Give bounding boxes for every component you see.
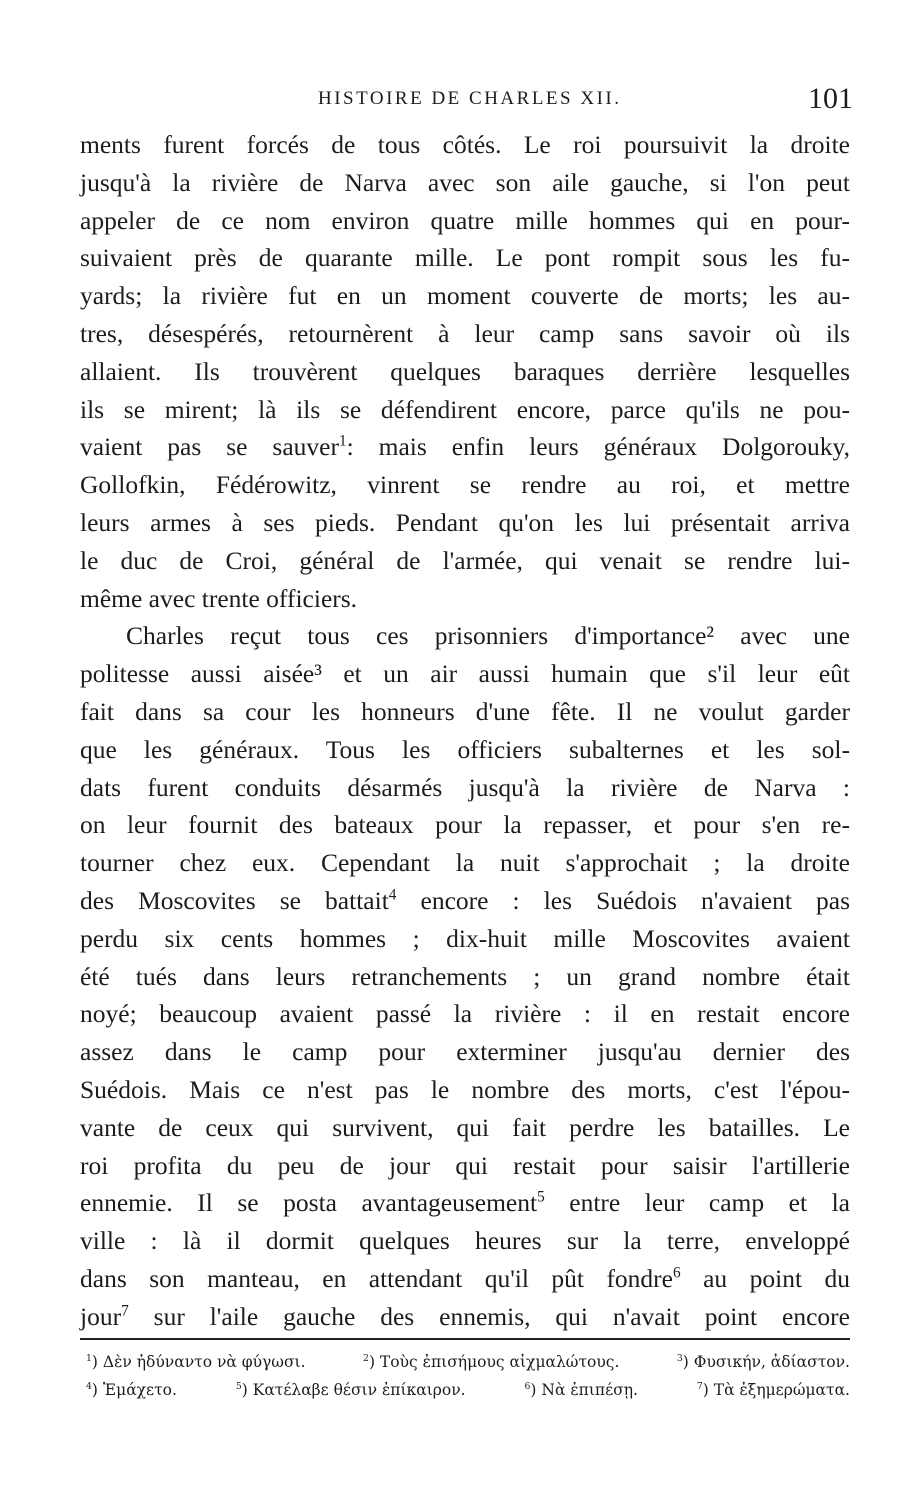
- text-line: Charles reçut tous ces prisonniers d'importance² avec une: [126, 621, 850, 651]
- text-segment: jour: [80, 1301, 122, 1331]
- text-line: ils se mirent; là ils se défendirent encore, parce qu'ils ne pou-: [80, 394, 850, 424]
- running-head-title: HISTOIRE DE CHARLES XII.: [318, 88, 622, 109]
- footnote-5: [236, 1376, 466, 1404]
- footnote-text: Τοὺς ἐπισήμους αἰχμαλώτους.: [379, 1353, 620, 1371]
- footnote-number: 5: [235, 1380, 242, 1392]
- text-line: dats furent conduits désarmés jusqu'à la rivière de Narva :: [80, 772, 850, 802]
- footnote-text: Φυσικήν, ἀδίαστον.: [693, 1353, 850, 1371]
- text-segment: vaient pas se sauver: [80, 432, 339, 462]
- text-line: que les généraux. Tous les officiers subalternes et les sol-: [80, 734, 850, 764]
- text-line: été tués dans leurs retranchements ; un grand nombre était: [80, 961, 850, 991]
- footnote-number: 2: [363, 1352, 369, 1364]
- footnote-marker: 1: [338, 432, 347, 450]
- text-line: même avec trente officiers.: [80, 583, 358, 613]
- footnote-number: 7: [696, 1380, 703, 1392]
- footnote-paren: ): [682, 1353, 694, 1371]
- footnote-marker: 5: [537, 1188, 545, 1206]
- running-head: [0, 82, 919, 122]
- footnote-marker: 7: [121, 1302, 129, 1320]
- text-line: [80, 882, 850, 920]
- text-line: vante de ceux qui survivent, qui fait perdre les batailles. Le: [80, 1112, 850, 1142]
- text-line: leurs armes à ses pieds. Pendant qu'on les lui présentait arriva: [80, 507, 850, 537]
- footnote-divider: [80, 1338, 850, 1340]
- text-line: [80, 1260, 850, 1298]
- footnotes: [86, 1348, 850, 1404]
- footnote-paren: ): [91, 1381, 103, 1399]
- footnote-text: Ἐμάχετο.: [102, 1381, 177, 1399]
- footnote-paren: ): [91, 1353, 103, 1371]
- text-line: [80, 1298, 850, 1336]
- footnote-paren: ): [241, 1381, 253, 1399]
- footnote-1: [86, 1348, 306, 1376]
- footnote-marker: 4: [388, 886, 397, 904]
- footnote-paren: ): [530, 1381, 542, 1399]
- footnote-number: 6: [524, 1380, 531, 1392]
- text-line: on leur fournit des bateaux pour la repasser, et pour s'en re-: [80, 810, 850, 840]
- text-line: assez dans le camp pour exterminer jusqu'au dernier des: [80, 1037, 850, 1067]
- text-segment: encore : les Suédois n'avaient pas: [396, 885, 850, 915]
- text-line: appeler de ce nom environ quatre mille hommes qui en pour-: [80, 205, 850, 235]
- text-segment: dans son manteau, en attendant qu'il pût fondre: [80, 1263, 673, 1293]
- footnote-text: Δὲν ἠδύναντο νὰ φύγωσι.: [102, 1353, 306, 1371]
- footnote-marker: 6: [673, 1264, 681, 1282]
- page-number: 101: [808, 82, 853, 115]
- text-line: suivaient près de quarante mille. Le pont rompit sous les fu-: [80, 243, 850, 273]
- footnote-text: Τὰ ἐξημερώματα.: [713, 1381, 850, 1399]
- text-line: Suédois. Mais ce n'est pas le nombre des morts, c'est l'épou-: [80, 1074, 850, 1104]
- footnote-number: 1: [86, 1352, 92, 1364]
- footnote-7: [697, 1376, 850, 1404]
- footnote-4: [86, 1376, 177, 1404]
- text-line: ville : là il dormit quelques heures sur la terre, enveloppé: [80, 1226, 850, 1256]
- footnote-paren: ): [702, 1381, 714, 1399]
- text-segment: : mais enfin leurs généraux Dolgorouky,: [346, 432, 850, 462]
- text-segment: entre leur camp et la: [544, 1188, 850, 1218]
- text-line: le duc de Croi, général de l'armée, qui venait se rendre lui-: [80, 545, 850, 575]
- text-line: Gollofkin, Fédérowitz, vinrent se rendre au roi, et mettre: [80, 470, 850, 500]
- footnote-text: Νὰ ἐπιπέσῃ.: [541, 1381, 638, 1399]
- body-text: [80, 126, 850, 1336]
- footnote-line: [86, 1376, 850, 1404]
- text-line: ments furent forcés de tous côtés. Le roi poursuivit la droite: [80, 130, 850, 159]
- footnote-line: [86, 1348, 850, 1376]
- text-line: yards; la rivière fut en un moment couverte de morts; les au-: [80, 281, 850, 311]
- text-line: [80, 428, 850, 466]
- text-line: jusqu'à la rivière de Narva avec son aile gauche, si l'on peut: [80, 167, 850, 197]
- footnote-number: 3: [676, 1352, 683, 1364]
- footnote-paren: ): [368, 1353, 380, 1371]
- text-line: tourner chez eux. Cependant la nuit s'approchait ; la droite: [80, 848, 850, 878]
- text-line: fait dans sa cour les honneurs d'une fête. Il ne voulut garder: [80, 696, 850, 726]
- text-line: noyé; beaucoup avaient passé la rivière : il en restait encore: [80, 999, 850, 1029]
- text-segment: des Moscovites se battait: [80, 885, 389, 915]
- text-segment: au point du: [680, 1263, 850, 1293]
- text-line: roi profita du peu de jour qui restait pour saisir l'artillerie: [80, 1150, 850, 1180]
- text-line: allaient. Ils trouvèrent quelques baraques derrière lesquelles: [80, 356, 850, 386]
- text-segment: ennemie. Il se posta avantageusement: [80, 1188, 538, 1218]
- text-line: perdu six cents hommes ; dix-huit mille Moscovites avaient: [80, 923, 850, 953]
- text-line: tres, désespérés, retournèrent à leur camp sans savoir où ils: [80, 318, 850, 348]
- text-line: [80, 1184, 850, 1222]
- footnote-text: Κατέλαβε θέσιν ἐπίκαιρον.: [252, 1381, 466, 1399]
- text-line: politesse aussi aisée³ et un air aussi humain que s'il leur eût: [80, 659, 850, 689]
- footnote-2: [363, 1348, 619, 1376]
- footnote-6: [524, 1376, 637, 1404]
- footnote-number: 4: [86, 1380, 92, 1392]
- text-segment: sur l'aile gauche des ennemis, qui n'avait point encore: [128, 1301, 850, 1331]
- footnote-3: [677, 1348, 850, 1376]
